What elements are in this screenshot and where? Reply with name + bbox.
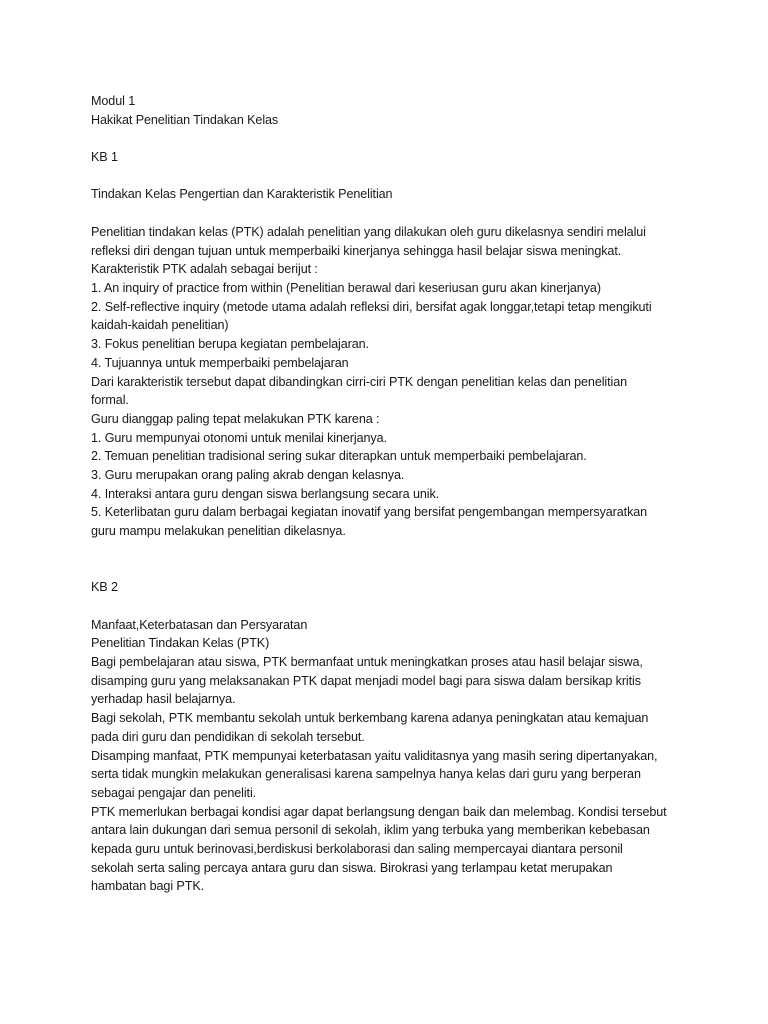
paragraph-line: PTK memerlukan berbagai kondisi agar dapat berlangsung dengan baik dan melembag. Kondisi tersebut	[91, 804, 667, 819]
paragraph-line: Disamping manfaat, PTK mempunyai keterbatasan yaitu validitasnya yang masih sering dipertanyakan,	[91, 748, 658, 763]
list-item: 5. Keterlibatan guru dalam berbagai kegiatan inovatif yang bersifat pengembangan mempersyaratkan	[91, 505, 648, 520]
module-title: Modul 1	[91, 94, 136, 108]
list-item: guru mampu melakukan penelitian dikelasnya.	[91, 524, 346, 539]
paragraph-line: refleksi diri dengan tujuan untuk memperbaiki kinerjanya sehingga hasil belajar siswa meningkat.	[91, 243, 622, 258]
kb2-body	[91, 616, 711, 897]
spacer	[91, 204, 711, 223]
list-item: 1. Guru mempunyai otonomi untuk menilai kinerjanya.	[91, 430, 387, 445]
paragraph-line: hambatan bagi PTK.	[91, 879, 205, 894]
paragraph-line: disamping guru yang melaksanakan PTK dapat menjadi model bagi para siswa dalam bersikap kritis	[91, 673, 641, 688]
kb2-subtitle: Penelitian Tindakan Kelas (PTK)	[91, 636, 270, 651]
spacer	[91, 541, 711, 578]
paragraph-line: Bagi pembelajaran atau siswa, PTK bermanfaat untuk meningkatkan proses atau hasil belajar siswa,	[91, 655, 643, 670]
list-item: 3. Guru merupakan orang paling akrab dengan kelasnya.	[91, 468, 405, 483]
spacer	[91, 129, 711, 148]
paragraph-line: sekolah serta saling percaya antara guru dan siswa. Birokrasi yang terlampau ketat merupakan	[91, 860, 613, 875]
list-item: 2. Temuan penelitian tradisional sering sukar diterapkan untuk memperbaiki pembelajaran.	[91, 449, 587, 464]
paragraph-line: formal.	[91, 393, 129, 408]
kb1-title: Tindakan Kelas Pengertian dan Karakteristik Penelitian	[91, 187, 393, 202]
list-item: 2. Self-reflective inquiry (metode utama adalah refleksi diri, bersifat agak longgar,tetapi tetap mengikuti	[91, 299, 652, 314]
list-item: 3. Fokus penelitian berupa kegiatan pembelajaran.	[91, 337, 369, 352]
list-item: 1. An inquiry of practice from within (Penelitian berawal dari keseriusan guru akan kinerjanya)	[91, 280, 601, 295]
paragraph-line: Penelitian tindakan kelas (PTK) adalah penelitian yang dilakukan oleh guru dikelasnya sendiri melalui	[91, 224, 646, 239]
document-page	[91, 92, 711, 896]
paragraph-line: Dari karakteristik tersebut dapat dibandingkan cirri-ciri PTK dengan penelitian kelas dan penelitian	[91, 374, 628, 389]
paragraph-line: yerhadap hasil belajarnya.	[91, 692, 236, 707]
paragraph-line: kepada guru untuk berinovasi,berdiskusi berkolaborasi dan saling mempercayai diantara personil	[91, 842, 623, 857]
list-item: 4. Interaksi antara guru dengan siswa berlangsung secara unik.	[91, 486, 440, 501]
paragraph-line: Guru dianggap paling tepat melakukan PTK karena :	[91, 411, 380, 426]
kb1-heading: KB 1	[91, 150, 118, 165]
kb1-body	[91, 223, 711, 541]
spacer	[91, 597, 711, 616]
kb2-title: Manfaat,Keterbatasan dan Persyaratan	[91, 617, 308, 632]
list-item: 4. Tujuannya untuk memperbaiki pembelajaran	[91, 355, 349, 370]
paragraph-line: serta tidak mungkin melakukan generalisasi karena sampelnya hanya kelas dari guru yang berperan	[91, 767, 641, 782]
module-subtitle: Hakikat Penelitian Tindakan Kelas	[91, 112, 279, 127]
paragraph-line: Karakteristik PTK adalah sebagai berijut :	[91, 262, 318, 277]
paragraph-line: sebagai pengajar dan peneliti.	[91, 785, 257, 800]
list-item: kaidah-kaidah penelitian)	[91, 318, 229, 333]
kb2-heading: KB 2	[91, 580, 118, 595]
paragraph-line: antara lain dukungan dari semua personil di sekolah, iklim yang terbuka yang memberikan kebebasan	[91, 823, 650, 838]
paragraph-line: Bagi sekolah, PTK membantu sekolah untuk berkembang karena adanya peningkatan atau kemajuan	[91, 711, 649, 726]
spacer	[91, 167, 711, 186]
paragraph-line: pada diri guru dan pendidikan di sekolah tersebut.	[91, 729, 365, 744]
